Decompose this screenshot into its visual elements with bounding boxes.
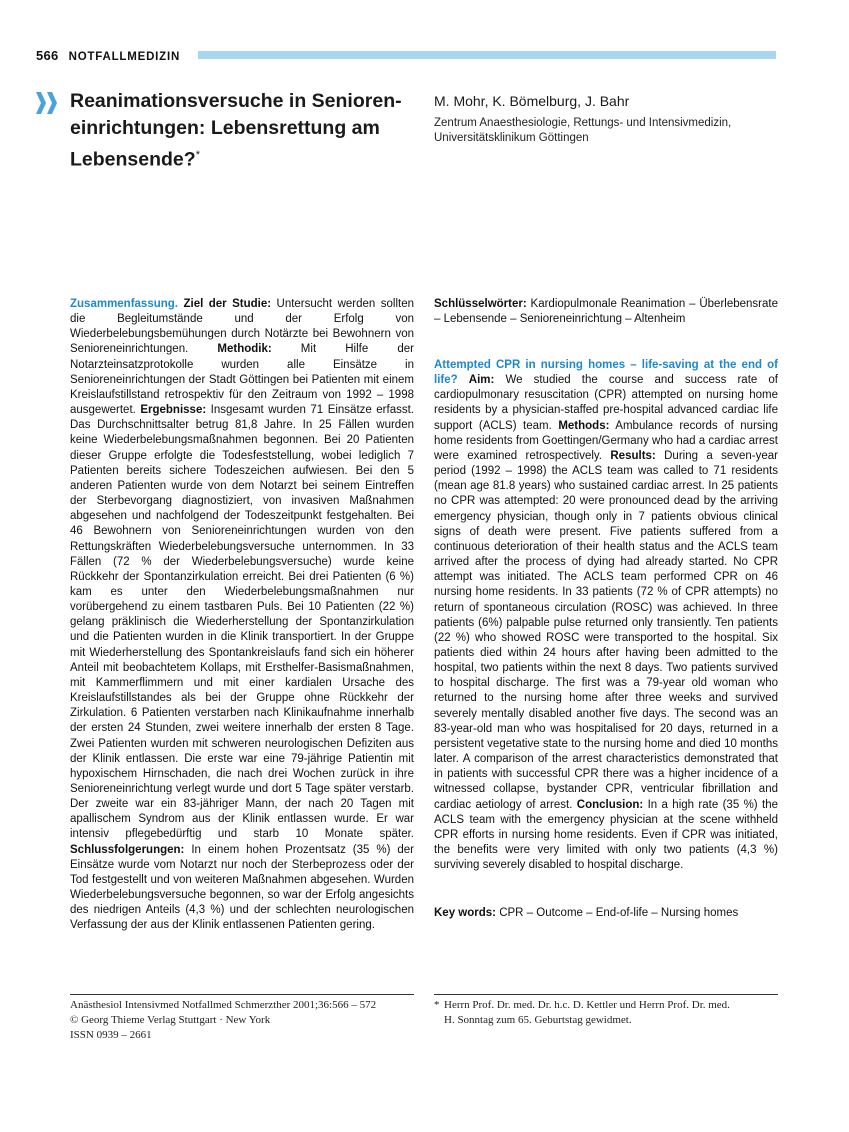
keywords-label: Key words: [434,907,496,919]
results-text: During a seven-year period (1992 – 1998) the ACLS team was called to 71 residents (mean age 81.8 years) who sustained cardiac arrest. In 25 patients no CPR was attempted: 20 were pronounced dead by the arriving emergency physician, though only in 7 patients obvious clinical signs of death were present. Five patients suffered from a continuous deterioration of their health status and the ACLS team arrived after the process of dying had already started. No CPR attempt was initiated. The ACLS team performed CPR on 46 nursing home residents. In 33 patients (72 % of CPR attempts) no return of spontaneous circulation (ROSC) was achieved. In three patients (6%) palpable pulse returned only transiently. Ten patients (22 %) who showed ROSC were transported to the hospital. Six patients died within 24 hours after having been admitted to the hospital, two patients within the next 8 days. Two patients survived to hospital discharge. The first was a 79-year old woman who returned to the nursing home after three weeks and survived severely mentally disabled another five days. The second was an 83-year-old man who was hospitalised for 20 days, returned in a persistent vegetative state to the nursing home and died 10 months later. A comparison of the arrest characteristics demonstrated that in patients with successful CPR there was a higher incidence of a witnessed collapse, bystander CPR, ventricular fibrillation and cardiac aetiology of arrest. [434,449,779,811]
footnote-mark: * [434,999,440,1011]
conclusion-label: Schlussfolgerungen: [70,843,185,856]
keywords-english [434,906,778,921]
keywords-german [434,297,778,327]
conclusion-text: In a high rate (35 %) the ACLS team with the emergency physician at the scene withheld CPR efforts in nursing home residents. Even if CPR was initiated, the benefits were very limited with only two patients (4,3 %) surviving severely disabled to hospital discharge. [434,798,778,872]
double-chevron-icon [36,92,60,114]
page-number: 566 [36,48,59,63]
results-label: Results: [610,449,656,462]
abstract-german [70,297,414,934]
conclusion-label: Conclusion: [576,798,644,811]
aim-text: Untersucht werden sollten die Begleitumstände und der Erfolg von Wiederbelebungsbemühungen durch Notärzte bei Bewohnern von Senioreneinrichtungen. [70,298,414,356]
aim-text: We studied the course and success rate of cardiopulmonary resuscitation (CPR) attempted on nursing home residents by a physician-staffed pre-hospital advanced cardiac life support (ACLS) team. [434,374,779,432]
abstract-heading: Zusammenfassung. [70,298,178,310]
dedication-footnote [434,998,778,1028]
section-name: NOTFALLMEDIZIN [68,51,181,63]
keywords-text: CPR – Outcome – End-of-life – Nursing homes [496,907,739,919]
running-header [36,48,180,63]
results-text: Insgesamt wurden 71 Einsätze erfasst. Das Durchschnittsalter betrug 81,8 Jahre. In 25 Fällen wurden keine Wiederbelebungsmaßnahmen begonnen. Bei 20 Patienten dieser Gruppe erfolgte die Todesfeststellung, wobei lediglich 7 Patienten bereits sichere Todeszeichen aufwiesen. Bei den 5 anderen Patienten wurde von dem Notarzt bei seinem Eintreffen der Sterbevorgang diagnostiziert, von invasiven Maßnahmen abgesehen und nachfolgend der Todeszeitpunkt festgehalten. Bei 46 Bewohnern von Senioreneinrichtungen wurden von den Rettungskräften Wiederbelebungsversuche unternommen. In 33 Fällen (72 % der Wiederbelebungsversuche) wurde keine Rückkehr der Spontanzirkulation erreicht. Bei drei Patienten (6 %) kam es unter den Wiederbelebungsmaßnahmen nur vorübergehend zu einem tastbaren Puls. Bei 10 Patienten (22 %) gelang präklinisch die Wiederherstellung der Spontanzirkulation und die Patienten wurden in die Klinik transportiert. In der Gruppe mit Wiederherstellung des Spontankreislaufs fand sich ein höherer Anteil mit beobachtetem Kollaps, mit Ersthelfer-Basismaßnahmen, mit Kammerflimmern und mit einer kardialen Ursache des Kreislaufstillstandes als bei der Gruppe ohne Rückkehr der Zirkulation. 6 Patienten verstarben nach Klinikaufnahme innerhalb der ersten 24 Stunden, zwei weitere innerhalb der ersten 8 Tage. Zwei Patienten wurden mit schweren neurologischen Defiziten aus der Klinik entlassen. Die erste war eine 79-jährige Patientin mit hypoxischem Hirnschaden, die nach drei Wochen zurück in ihre Senioreneinrichtung verlegt wurde und dort 5 Tage später verstarb. Der zweite war ein 83-jähriger Mann, der nach 20 Tagen mit apallischem Syndrom aus der Klinik entlassen wurde. Er war intensiv pflegebedürftig und starb 10 Monate später. [70,404,414,841]
aim-label: Ziel der Studie: [183,298,272,310]
abstract-heading: Attempted CPR in nursing homes – life-saving at the end of life? [434,359,778,387]
footer-divider [434,994,778,995]
method-text: Ambulance records of nursing home residents from Goettingen/Germany who had a cardiac arrest were examined retrospectively. [434,419,778,462]
method-text: Mit Hilfe der Notarzteinsatzprotokolle wurden alle Einsätze in Senioreneinrichtungen der Stadt Göttingen bei Patienten mit einem Kreislaufstillstand retrospektiv für den Zeitraum von 1992 – 1998 ausgewertet. [70,343,414,417]
footer-divider [70,994,414,995]
conclusion-text: In einem hohen Prozentsatz (35 %) der Einsätze wurde vom Notarzt nur noch der Sterbeprozess oder der Tod festgestellt und von weiteren Maßnahmen abgesehen. Wurden Wiederbelebungsversuche begonnen, so war der Erfolg angesichts des niedrigen Anteils (4,3 %) und der schlechten neurologischen Verfassung der aus der Klinik entlassenen Patienten gering. [70,843,414,932]
footnote-line: Herrn Prof. Dr. med. Dr. h.c. D. Kettler und Herrn Prof. Dr. med. [444,999,730,1011]
article-title [70,88,420,174]
affiliation-line: Universitätsklinikum Göttingen [434,132,589,144]
aim-label: Aim: [468,374,495,387]
citation: Anästhesiol Intensivmed Notfallmed Schmerzther 2001;36:566 – 572 [70,999,377,1011]
copyright: © Georg Thieme Verlag Stuttgart · New York [70,1014,271,1026]
method-label: Methodik: [217,343,272,356]
header-accent-bar [198,51,776,59]
results-label: Ergebnisse: [140,404,207,417]
keywords-text: Kardiopulmonale Reanimation – Überlebensrate – Lebensende – Senioreneinrichtung – Altenheim [434,298,778,326]
authors: M. Mohr, K. Bömelburg, J. Bahr [434,93,630,109]
title-text: Reanimationsversuche in Senioreneinrichtungen: Lebensrettung am Lebensende? [70,90,402,171]
citation-block [70,998,430,1043]
affiliation-line: Zentrum Anaesthesiologie, Rettungs- und Intensivmedizin, [434,117,732,129]
keywords-label: Schlüsselwörter: [434,298,527,310]
issn: ISSN 0939 – 2661 [70,1029,152,1041]
method-label: Methods: [558,419,610,432]
abstract-english [434,358,778,873]
footnote-line: H. Sonntag zum 65. Geburtstag gewidmet. [444,1014,632,1026]
affiliation [434,116,794,146]
title-footnote-mark: * [195,149,200,161]
